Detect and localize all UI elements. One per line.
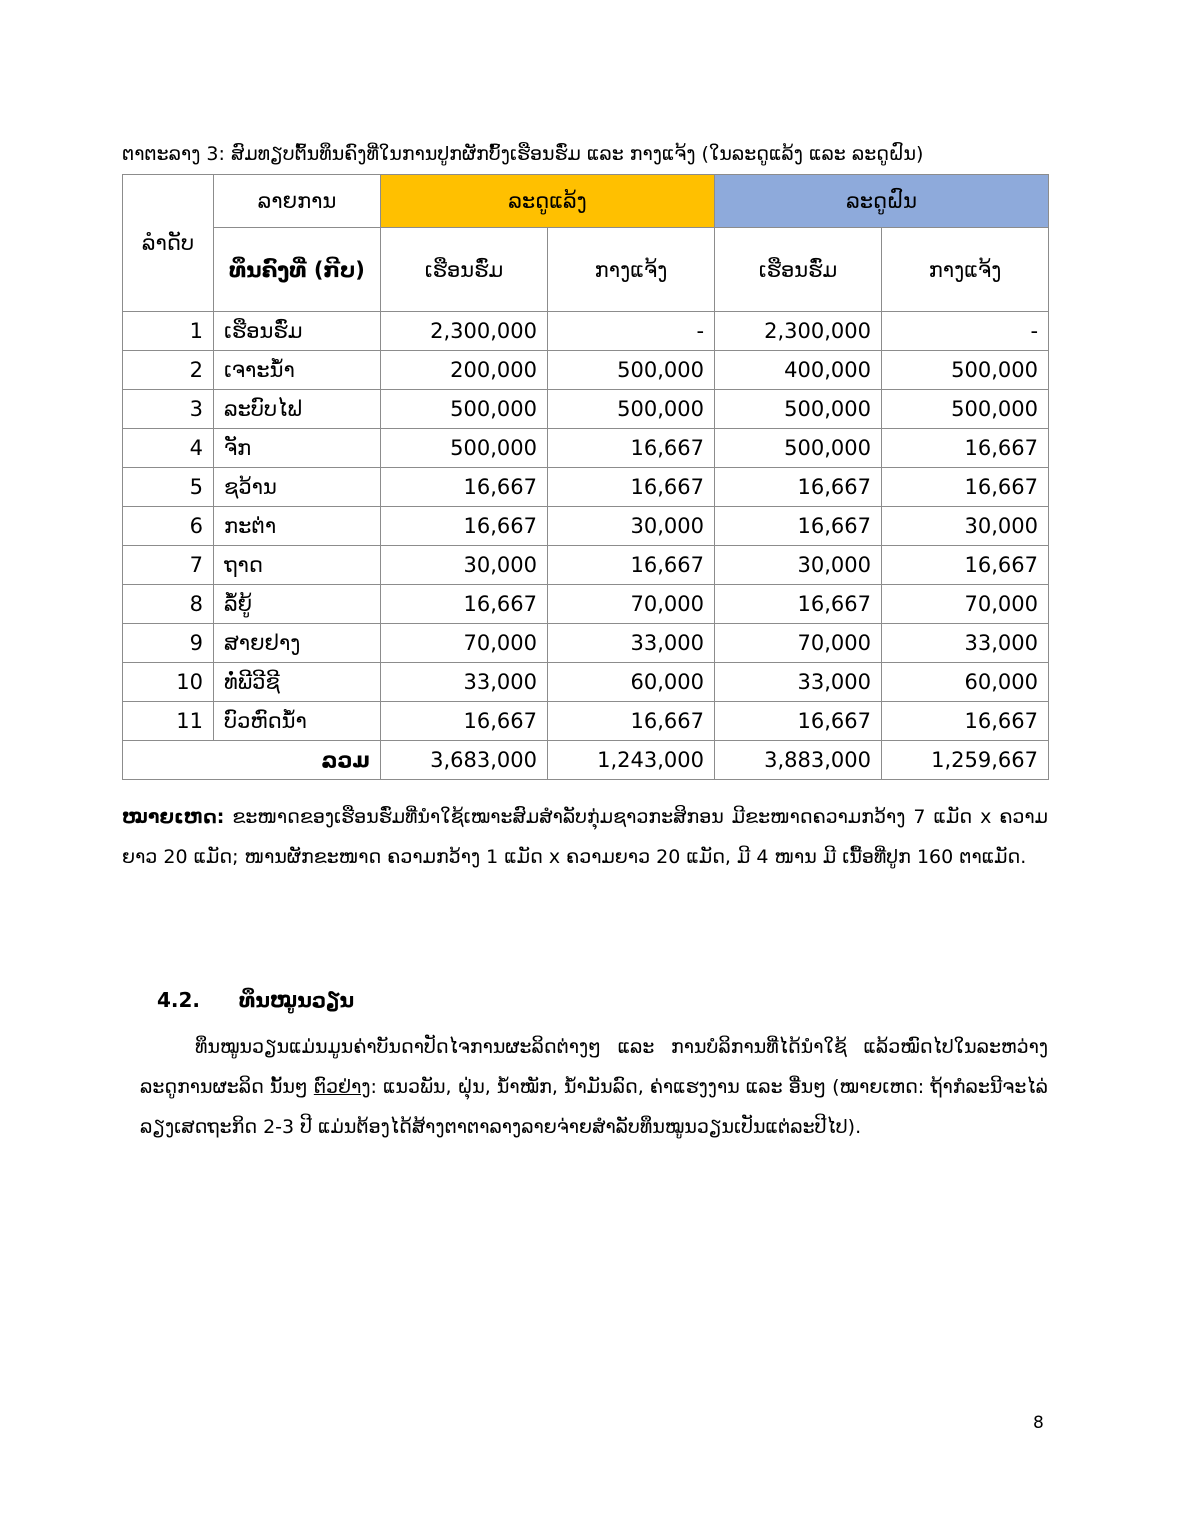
total-dry-open: 1,243,000 xyxy=(548,741,715,780)
row-item: ກະຕ່າ xyxy=(214,507,381,546)
row-dry-greenhouse: 200,000 xyxy=(381,351,548,390)
row-wet-greenhouse: 16,667 xyxy=(715,468,882,507)
table-row xyxy=(123,468,1049,507)
table-note xyxy=(122,797,1048,877)
row-number: 4 xyxy=(123,429,214,468)
row-wet-open: 16,667 xyxy=(882,702,1049,741)
note-label: ໝາຍເຫດ: xyxy=(122,806,225,828)
row-item: ຖາດ xyxy=(214,546,381,585)
row-dry-greenhouse: 16,667 xyxy=(381,468,548,507)
row-item: ລໍ້ຍູ້ xyxy=(214,585,381,624)
note-text: ຂະໜາດຂອງເຮືອນຮົ່ມທີ່ນໍາໃຊ້ເໝາະສົມສໍາລັບກຸ່ມຊາວກະສິກອນ ມີຂະໜາດຄວາມກວ້າງ 7 ແມັດ x ຄວາມຍາວ 20 ແມັດ; ໜານຜັກຂະໜາດ ຄວາມກວ້າງ 1 ແມັດ x ຄວາມຍາວ 20 ແມັດ, ມີ 4 ໜານ ມີ ເນື້ອທີ່ປູກ 160 ຕາແມັດ. xyxy=(122,806,1048,868)
table-row xyxy=(123,429,1049,468)
row-wet-open: 16,667 xyxy=(882,429,1049,468)
fixed-cost-table xyxy=(122,174,1049,780)
table-row xyxy=(123,663,1049,702)
section-paragraph xyxy=(140,1027,1048,1147)
row-dry-open: 33,000 xyxy=(548,624,715,663)
row-item: ສາຍຢາງ xyxy=(214,624,381,663)
row-dry-greenhouse: 16,667 xyxy=(381,702,548,741)
total-label: ລວມ xyxy=(123,741,381,780)
row-item: ເຮືອນຮົ່ມ xyxy=(214,312,381,351)
row-dry-open: 70,000 xyxy=(548,585,715,624)
row-wet-greenhouse: 16,667 xyxy=(715,585,882,624)
header-fixed-capital: ທຶນຄົງທີ່ (ກີບ) xyxy=(214,228,381,312)
row-number: 9 xyxy=(123,624,214,663)
row-number: 11 xyxy=(123,702,214,741)
row-item: ຊວ້ານ xyxy=(214,468,381,507)
row-wet-open: 60,000 xyxy=(882,663,1049,702)
row-item: ລະບົບໄຟ xyxy=(214,390,381,429)
row-dry-greenhouse: 500,000 xyxy=(381,429,548,468)
row-dry-open: 60,000 xyxy=(548,663,715,702)
row-wet-open: 500,000 xyxy=(882,390,1049,429)
row-wet-greenhouse: 400,000 xyxy=(715,351,882,390)
row-dry-greenhouse: 2,300,000 xyxy=(381,312,548,351)
table-row xyxy=(123,390,1049,429)
row-wet-greenhouse: 2,300,000 xyxy=(715,312,882,351)
header-dry-greenhouse: ເຮືອນຮົ່ມ xyxy=(381,228,548,312)
row-wet-greenhouse: 33,000 xyxy=(715,663,882,702)
row-wet-greenhouse: 16,667 xyxy=(715,507,882,546)
row-dry-open: 16,667 xyxy=(548,546,715,585)
row-dry-open: 16,667 xyxy=(548,429,715,468)
row-dry-open: - xyxy=(548,312,715,351)
row-dry-open: 16,667 xyxy=(548,702,715,741)
row-wet-open: 30,000 xyxy=(882,507,1049,546)
row-dry-open: 500,000 xyxy=(548,351,715,390)
table-caption: ຕາຕະລາງ 3: ສົມທຽບຕົ້ນທຶນຄົງທີ່ໃນການປູກຜັກບົ້ງເຮືອນຮົ່ມ ແລະ ກາງແຈ້ງ (ໃນລະດູແລ້ງ ແລະ ລະດູຝົນ) xyxy=(122,143,924,165)
row-wet-open: 70,000 xyxy=(882,585,1049,624)
row-dry-greenhouse: 16,667 xyxy=(381,507,548,546)
row-wet-open: 500,000 xyxy=(882,351,1049,390)
header-order: ລຳດັບ xyxy=(123,175,214,312)
row-wet-open: 16,667 xyxy=(882,546,1049,585)
header-dry-season: ລະດູແລ້ງ xyxy=(381,175,715,228)
row-wet-open: - xyxy=(882,312,1049,351)
paragraph-example-label: ຕົວຢ່າງ xyxy=(313,1076,371,1098)
row-number: 10 xyxy=(123,663,214,702)
row-number: 8 xyxy=(123,585,214,624)
row-wet-open: 16,667 xyxy=(882,468,1049,507)
row-wet-greenhouse: 70,000 xyxy=(715,624,882,663)
row-dry-greenhouse: 16,667 xyxy=(381,585,548,624)
paragraph-part1: ທຶນໝູນວຽນແມ່ນມູນຄ່າບັນດາປັດໄຈການຜະລິດຕ່າງໆ ແລະ ການບໍລິການທີ່ໄດ້ນໍາໃຊ້ ແລ້ວໝົດໄປໃນລະຫວ່າງລະດູການຜະລິດ ນັ້ນໆ xyxy=(140,1036,1048,1098)
row-item: ຈັກ xyxy=(214,429,381,468)
table-row xyxy=(123,351,1049,390)
row-dry-open: 30,000 xyxy=(548,507,715,546)
row-dry-greenhouse: 30,000 xyxy=(381,546,548,585)
table-row xyxy=(123,702,1049,741)
table-row xyxy=(123,585,1049,624)
header-list: ລາຍການ xyxy=(214,175,381,228)
row-number: 6 xyxy=(123,507,214,546)
row-number: 7 xyxy=(123,546,214,585)
header-wet-season: ລະດູຝົນ xyxy=(715,175,1049,228)
row-number: 5 xyxy=(123,468,214,507)
table-row xyxy=(123,312,1049,351)
row-dry-open: 16,667 xyxy=(548,468,715,507)
table-row xyxy=(123,507,1049,546)
row-number: 3 xyxy=(123,390,214,429)
header-wet-greenhouse: ເຮືອນຮົ່ມ xyxy=(715,228,882,312)
header-dry-open: ກາງແຈ້ງ xyxy=(548,228,715,312)
row-wet-open: 33,000 xyxy=(882,624,1049,663)
row-wet-greenhouse: 16,667 xyxy=(715,702,882,741)
row-item: ບົວຫົດນໍ້າ xyxy=(214,702,381,741)
row-number: 2 xyxy=(123,351,214,390)
table-row xyxy=(123,546,1049,585)
row-item: ເຈາະນໍ້າ xyxy=(214,351,381,390)
row-wet-greenhouse: 30,000 xyxy=(715,546,882,585)
page-number: 8 xyxy=(1033,1413,1044,1433)
total-wet-open: 1,259,667 xyxy=(882,741,1049,780)
section-title: ທຶນໝູນວຽນ xyxy=(239,988,355,1012)
row-dry-open: 500,000 xyxy=(548,390,715,429)
paragraph-part2: : ແນວພັນ, ຝຸ່ນ, ນໍ້າໝັກ, ນໍ້າມັນລົດ, ຄ່າແຮງງານ ແລະ ອື່ນໆ (ໝາຍເຫດ: ຖ້າກໍລະນີຈະໄລ່ລຽງເສດຖະກິດ 2-3 ປີ ແມ່ນຕ້ອງໄດ້ສ້າງຕາຕາລາງລາຍຈ່າຍສໍາລັບທຶນໝູນວຽນເປັນແຕ່ລະປີໄປ). xyxy=(140,1076,1049,1138)
row-dry-greenhouse: 500,000 xyxy=(381,390,548,429)
row-dry-greenhouse: 70,000 xyxy=(381,624,548,663)
row-number: 1 xyxy=(123,312,214,351)
row-wet-greenhouse: 500,000 xyxy=(715,390,882,429)
table-row xyxy=(123,624,1049,663)
row-item: ທໍ່ພີວີຊີ xyxy=(214,663,381,702)
row-wet-greenhouse: 500,000 xyxy=(715,429,882,468)
row-dry-greenhouse: 33,000 xyxy=(381,663,548,702)
total-dry-greenhouse: 3,683,000 xyxy=(381,741,548,780)
total-wet-greenhouse: 3,883,000 xyxy=(715,741,882,780)
section-number: 4.2. xyxy=(157,988,201,1012)
header-wet-open: ກາງແຈ້ງ xyxy=(882,228,1049,312)
section-heading xyxy=(157,988,354,1012)
total-row xyxy=(123,741,1049,780)
